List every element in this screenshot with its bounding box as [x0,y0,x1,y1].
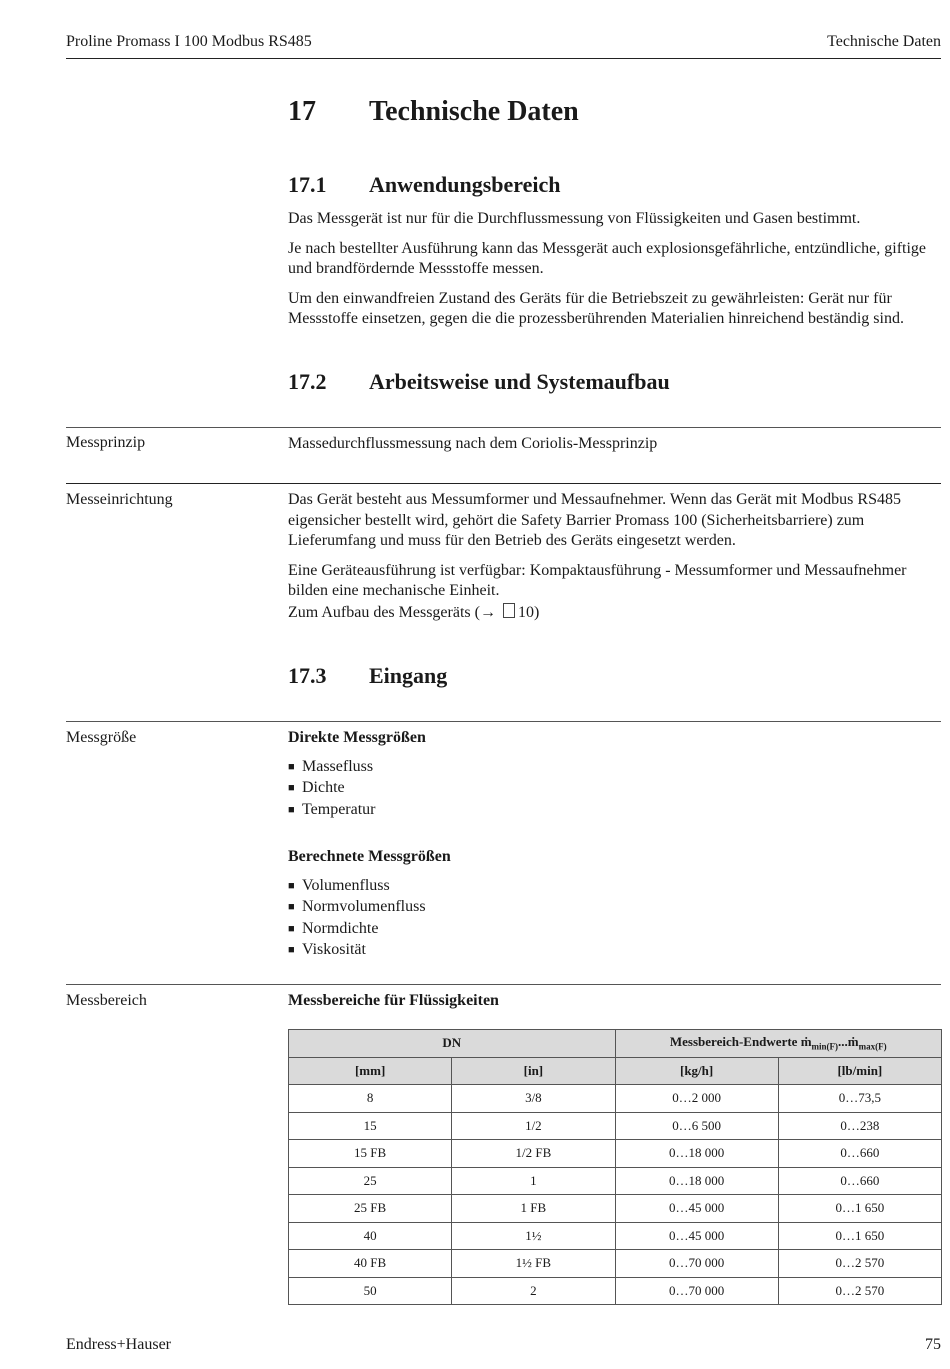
list-item: ■ Massefluss [288,757,943,779]
paragraph: Je nach bestellter Ausführung kann das Messgerät auch explosionsgefährliche, entzündliche, giftige und brandfördernde Messstoffe messen. [288,239,927,277]
messeinrichtung-content [288,490,943,623]
running-header-section: Technische Daten [827,33,941,50]
table-cell: 2 [452,1277,615,1305]
row-rule [66,984,941,985]
subscript: max(F) [858,1042,887,1053]
table-cell: 0…2 570 [778,1277,941,1305]
anwendungsbereich-text [288,209,943,339]
messprinzip-label: Messprinzip [66,434,146,451]
table-cell: 25 FB [289,1195,452,1223]
list-item: ■ Dichte [288,778,943,800]
range-group-header [615,1030,942,1058]
table-cell: 8 [289,1085,452,1113]
table-cell: 40 FB [289,1250,452,1278]
table-row [289,1195,942,1223]
table-cell: 0…660 [778,1167,941,1195]
messeinrichtung-label: Messeinrichtung [66,491,173,508]
row-rule [66,483,941,484]
calc-heading: Berechnete Messgrößen [288,848,451,865]
table-cell: 3/8 [452,1085,615,1113]
table-row [289,1250,942,1278]
paragraph: Das Gerät besteht aus Messumformer und Messaufnehmer. Wenn das Gerät mit Modbus RS485 eigensicher bestellt wird, gehört die Safety Barrier Promass 100 (Sicherheitsbarriere) zum Lieferumfang und muss für den Betrieb des Geräts eingesetzt werden. [288,491,901,549]
table-cell: 15 [289,1112,452,1140]
section-number: 17.1 [288,172,327,197]
table-cell: 25 [289,1167,452,1195]
table-row [289,1140,942,1168]
mass-flow-symbol: ṁ [800,1034,812,1050]
table-row [289,1085,942,1113]
section-title-text: Eingang [369,663,448,688]
reference-page: 10) [517,603,540,621]
unit-header: [kg/h] [615,1057,778,1085]
unit-header: [in] [452,1057,615,1085]
list-item: ■ Temperatur [288,800,943,822]
range-dots: ... [838,1034,848,1050]
list-item: ■ Normdichte [288,919,943,941]
subscript: min(F) [811,1042,839,1053]
section-title-text: Anwendungsbereich [369,172,561,197]
table-row [289,1167,942,1195]
table-cell: 1/2 FB [452,1140,615,1168]
table-cell: 1½ FB [452,1250,615,1278]
table-cell: 0…18 000 [615,1167,778,1195]
table-cell: 0…73,5 [778,1085,941,1113]
table-cell: 0…238 [778,1112,941,1140]
unit-header: [mm] [289,1057,452,1085]
footer-brand: Endress+Hauser [66,1336,171,1353]
reference-text: Zum Aufbau des Messgeräts (→ [288,603,496,621]
list-item: ■ Normvolumenfluss [288,897,943,919]
table-cell: 1/2 [452,1112,615,1140]
paragraph: Eine Geräteausführung ist verfügbar: Kompaktausführung - Messumformer und Messaufnehmer bilden eine mechanische Einheit. [288,561,907,599]
table-cell: 40 [289,1222,452,1250]
table-cell: 0…2 570 [778,1250,941,1278]
section-title-arbeitsweise [288,369,670,395]
table-cell: 0…1 650 [778,1222,941,1250]
measuring-range-table [288,1029,942,1305]
table-row [289,1112,942,1140]
table-cell: 0…1 650 [778,1195,941,1223]
direct-list [288,757,943,822]
table-row [289,1222,942,1250]
messprinzip-text: Massedurchflussmessung nach dem Coriolis-Messprinzip [288,435,658,452]
direct-heading: Direkte Messgrößen [288,729,426,746]
table-cell: 0…45 000 [615,1195,778,1223]
table-cell: 50 [289,1277,452,1305]
table-cell: 0…18 000 [615,1140,778,1168]
table-cell: 1 [452,1167,615,1195]
table-cell: 1½ [452,1222,615,1250]
table-body [289,1085,942,1305]
section-number: 17.3 [288,663,327,688]
section-title-anwendungsbereich [288,172,561,198]
chapter-number: 17 [288,96,316,127]
table-cell: 0…660 [778,1140,941,1168]
unit-header: [lb/min] [778,1057,941,1085]
messbereich-heading [288,991,943,1020]
section-title-text: Arbeitsweise und Systemaufbau [369,369,670,394]
table-unit-header [289,1057,942,1085]
paragraph: Das Messgerät ist nur für die Durchflussmessung von Flüssigkeiten und Gasen bestimmt. [288,210,861,227]
header-rule [66,58,941,59]
table-cell: 0…2 000 [615,1085,778,1113]
page-reference[interactable] [288,602,943,624]
messgroesse-content [288,728,943,962]
section-number: 17.2 [288,369,327,394]
table-row [289,1277,942,1305]
row-rule [66,427,941,428]
section-title-eingang [288,663,447,689]
table-group-header [289,1030,942,1058]
running-header-title: Proline Promass I 100 Modbus RS485 [66,33,312,50]
table-cell: 15 FB [289,1140,452,1168]
range-group-title: Messbereich-Endwerte [669,1034,798,1050]
table-cell: 1 FB [452,1195,615,1223]
chapter-title-text: Technische Daten [369,96,579,127]
table-cell: 0…6 500 [615,1112,778,1140]
paragraph: Um den einwandfreien Zustand des Geräts für die Betriebszeit zu gewährleisten: Gerät nur für Messstoffe einsetzen, gegen die die prozessberührenden Materialien hinreichend beständig sind. [288,289,904,327]
table-cell: 0…70 000 [615,1250,778,1278]
chapter-title [288,96,579,128]
row-rule [66,721,941,722]
list-item: ■ Viskosität [288,940,943,962]
page-icon [503,603,515,618]
dn-group-header: DN [289,1030,616,1058]
list-item: ■ Volumenfluss [288,876,943,898]
page-number: 75 [925,1336,941,1353]
messgroesse-label: Messgröße [66,729,137,746]
mass-flow-symbol: ṁ [847,1034,859,1050]
table-cell: 0…70 000 [615,1277,778,1305]
messbereich-label: Messbereich [66,992,147,1009]
table-cell: 0…45 000 [615,1222,778,1250]
calc-list [288,876,943,962]
messbereich-heading-text: Messbereiche für Flüssigkeiten [288,992,499,1009]
